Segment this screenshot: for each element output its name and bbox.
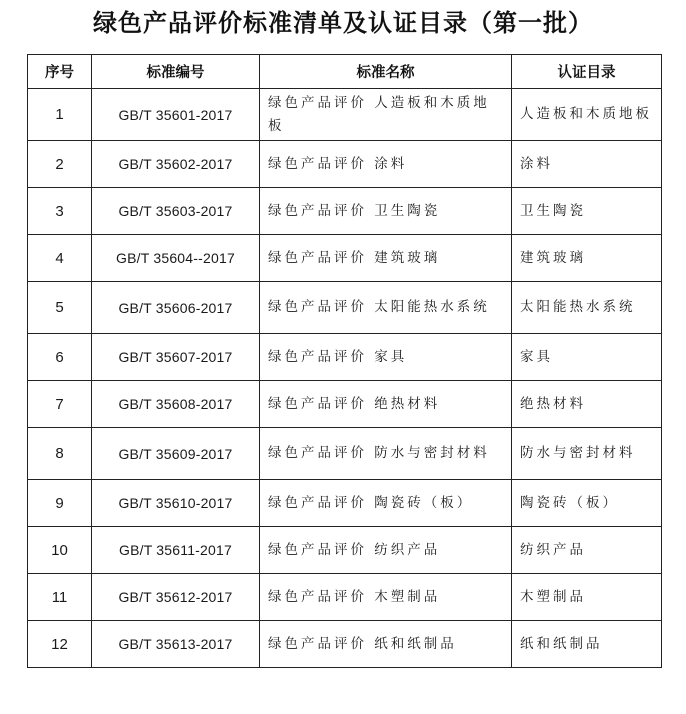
cell-name: 绿色产品评价 建筑玻璃 bbox=[260, 235, 512, 282]
cell-code: GB/T 35612-2017 bbox=[92, 574, 260, 621]
header-code: 标准编号 bbox=[92, 55, 260, 89]
table-row bbox=[28, 141, 662, 188]
cell-name: 绿色产品评价 涂料 bbox=[260, 141, 512, 188]
cell-no: 8 bbox=[28, 428, 92, 480]
cell-no: 2 bbox=[28, 141, 92, 188]
cell-no: 4 bbox=[28, 235, 92, 282]
cell-code: GB/T 35608-2017 bbox=[92, 381, 260, 428]
cell-name: 绿色产品评价 太阳能热水系统 bbox=[260, 282, 512, 334]
table-row bbox=[28, 574, 662, 621]
table-header-row bbox=[28, 55, 662, 89]
cell-catalog: 纸和纸制品 bbox=[512, 621, 662, 668]
table-row bbox=[28, 381, 662, 428]
cell-code: GB/T 35601-2017 bbox=[92, 89, 260, 141]
table-row bbox=[28, 480, 662, 527]
cell-name: 绿色产品评价 陶瓷砖（板） bbox=[260, 480, 512, 527]
table-row bbox=[28, 282, 662, 334]
table-row bbox=[28, 188, 662, 235]
table-row bbox=[28, 334, 662, 381]
cell-name: 绿色产品评价 纺织产品 bbox=[260, 527, 512, 574]
cell-code: GB/T 35604--2017 bbox=[92, 235, 260, 282]
cell-catalog: 太阳能热水系统 bbox=[512, 282, 662, 334]
cell-catalog: 建筑玻璃 bbox=[512, 235, 662, 282]
cell-name: 绿色产品评价 人造板和木质地板 bbox=[260, 89, 512, 141]
cell-code: GB/T 35613-2017 bbox=[92, 621, 260, 668]
cell-catalog: 木塑制品 bbox=[512, 574, 662, 621]
table-row bbox=[28, 621, 662, 668]
cell-name: 绿色产品评价 纸和纸制品 bbox=[260, 621, 512, 668]
cell-catalog: 防水与密封材料 bbox=[512, 428, 662, 480]
cell-no: 6 bbox=[28, 334, 92, 381]
cell-no: 12 bbox=[28, 621, 92, 668]
cell-catalog: 纺织产品 bbox=[512, 527, 662, 574]
cell-catalog: 家具 bbox=[512, 334, 662, 381]
cell-code: GB/T 35607-2017 bbox=[92, 334, 260, 381]
cell-code: GB/T 35611-2017 bbox=[92, 527, 260, 574]
cell-name: 绿色产品评价 木塑制品 bbox=[260, 574, 512, 621]
cell-name: 绿色产品评价 家具 bbox=[260, 334, 512, 381]
header-no: 序号 bbox=[28, 55, 92, 89]
cell-code: GB/T 35603-2017 bbox=[92, 188, 260, 235]
cell-catalog: 涂料 bbox=[512, 141, 662, 188]
cell-no: 9 bbox=[28, 480, 92, 527]
cell-code: GB/T 35610-2017 bbox=[92, 480, 260, 527]
cell-catalog: 绝热材料 bbox=[512, 381, 662, 428]
cell-no: 10 bbox=[28, 527, 92, 574]
cell-code: GB/T 35609-2017 bbox=[92, 428, 260, 480]
cell-no: 1 bbox=[28, 89, 92, 141]
table-row bbox=[28, 527, 662, 574]
cell-name: 绿色产品评价 防水与密封材料 bbox=[260, 428, 512, 480]
cell-code: GB/T 35602-2017 bbox=[92, 141, 260, 188]
cell-catalog: 人造板和木质地板 bbox=[512, 89, 662, 141]
cell-code: GB/T 35606-2017 bbox=[92, 282, 260, 334]
cell-no: 7 bbox=[28, 381, 92, 428]
cell-catalog: 卫生陶瓷 bbox=[512, 188, 662, 235]
cell-name: 绿色产品评价 卫生陶瓷 bbox=[260, 188, 512, 235]
cell-name: 绿色产品评价 绝热材料 bbox=[260, 381, 512, 428]
cell-no: 5 bbox=[28, 282, 92, 334]
document-title: 绿色产品评价标准清单及认证目录（第一批） bbox=[93, 8, 593, 37]
table-row bbox=[28, 89, 662, 141]
header-catalog: 认证目录 bbox=[512, 55, 662, 89]
table-row bbox=[28, 428, 662, 480]
cell-no: 11 bbox=[28, 574, 92, 621]
table-row bbox=[28, 235, 662, 282]
cell-no: 3 bbox=[28, 188, 92, 235]
standards-table bbox=[27, 54, 662, 668]
cell-catalog: 陶瓷砖（板） bbox=[512, 480, 662, 527]
header-name: 标准名称 bbox=[260, 55, 512, 89]
